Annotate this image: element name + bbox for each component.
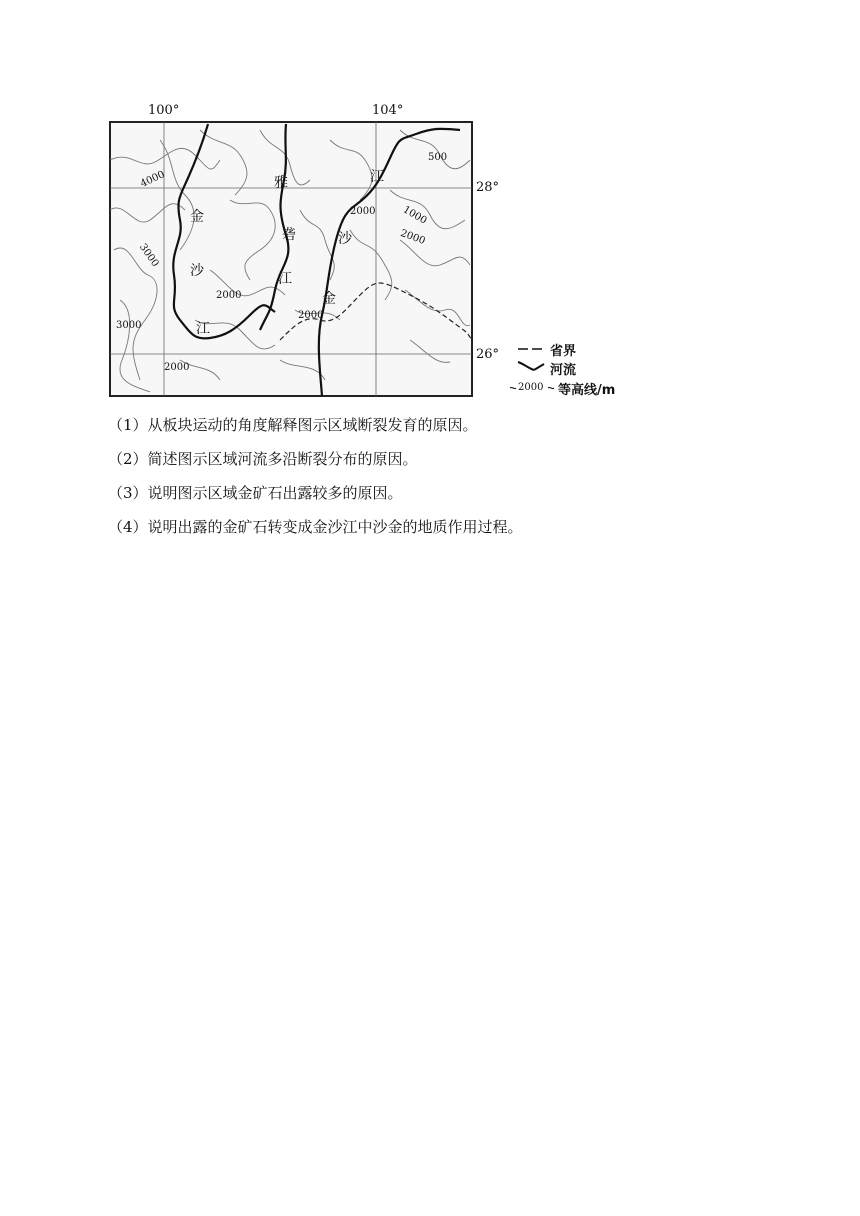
lon-label-104: 104° <box>372 103 404 118</box>
contour-label: 2000 <box>164 362 190 373</box>
contour-label: 2000 <box>216 290 242 301</box>
river-label-jiang-yalong: 江 <box>278 271 292 287</box>
legend-boundary-label: 省界 <box>550 344 577 359</box>
lat-label-26: 26° <box>476 347 500 362</box>
legend-river-symbol <box>518 362 544 370</box>
contour-label: 3000 <box>116 320 142 331</box>
question-2: （2）简述图示区域河流多沿断裂分布的原因。 <box>108 450 418 468</box>
river-label-jiang-west: 江 <box>196 321 210 337</box>
river-label-ya: 雅 <box>274 175 288 191</box>
contour-label: 2000 <box>350 206 376 217</box>
question-3: （3）说明图示区域金矿石出露较多的原因。 <box>108 484 403 502</box>
contour-label: 2000 <box>298 310 324 321</box>
question-4: （4）说明出露的金矿石转变成金沙江中沙金的地质作用过程。 <box>108 518 523 536</box>
contour-label: 4000 <box>138 169 167 190</box>
question-1: （1）从板块运动的角度解释图示区域断裂发育的原因。 <box>108 416 478 434</box>
river-label-jin-west: 金 <box>190 209 204 225</box>
contour-label: 500 <box>428 152 448 163</box>
lon-label-100: 100° <box>148 103 180 118</box>
river-label-sha-east: 沙 <box>338 231 352 247</box>
contour-label: 2000 <box>398 227 427 248</box>
legend-river-label: 河流 <box>550 363 577 378</box>
river-label-jin-east: 金 <box>322 291 336 307</box>
contour-label: 3000 <box>136 241 161 270</box>
question-list <box>108 408 748 544</box>
river-label-long: 砻 <box>282 227 296 243</box>
contour-label: 1000 <box>400 204 429 227</box>
legend-contour-label: 等高线/m <box>558 383 616 398</box>
geology-map-figure <box>100 100 640 400</box>
lat-label-28: 28° <box>476 180 500 195</box>
river-label-sha-west: 沙 <box>190 263 204 279</box>
legend-contour-value: 2000 <box>518 382 544 393</box>
river-label-jiang-east: 江 <box>370 169 384 185</box>
